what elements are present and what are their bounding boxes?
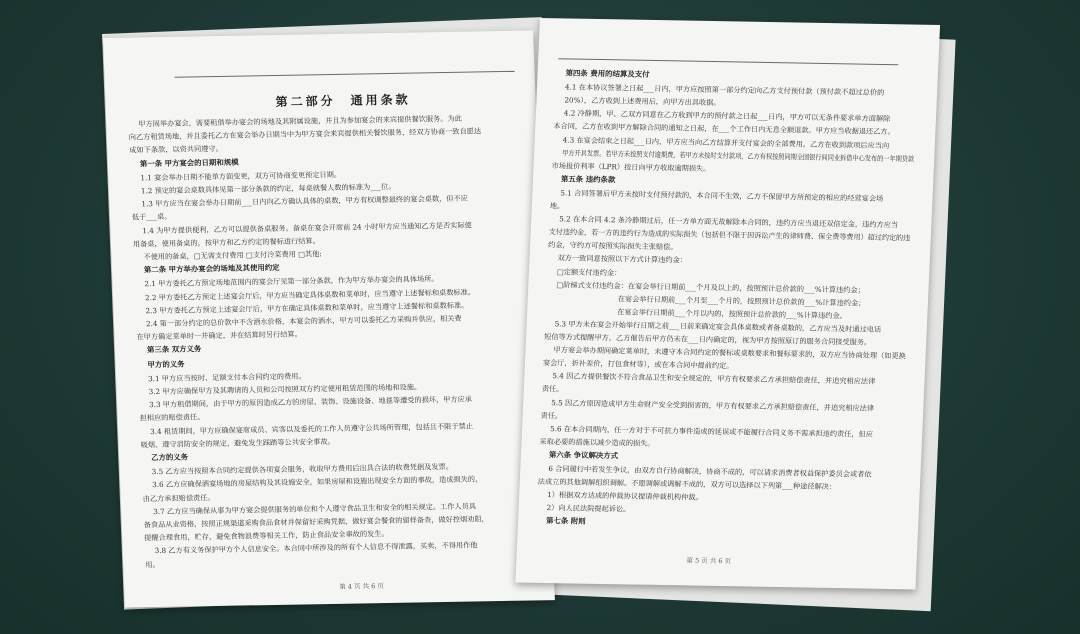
section-heading: 第五条 违约条款 xyxy=(560,174,616,185)
body-line: 在宴会举行日期前___个月至___个月的，按照预计总价款的___%计算违约金； xyxy=(545,292,866,308)
body-line: 1.3 甲方应当在宴会举办日期前___日内向乙方确认具体的桌数，甲方有权调整最终的宴会桌数，但不应 xyxy=(141,193,468,209)
body-line: 2.2 甲方委托乙方预定上述宴会厅后，甲方应当确定具体桌数和菜单时，应当遵守上述餐标和桌数标准。 xyxy=(144,287,476,302)
body-line: 4.3 在宴会结束之日起___日内，甲方应当向乙方结算并支付宴会的全部费用。乙方在收到款项后应当向 xyxy=(562,134,890,150)
body-line: 责任。 xyxy=(540,410,563,420)
section-heading: 第四条 费用的结算及支付 xyxy=(565,68,650,79)
body-line: 甲方固举办宴会，需要租借举办宴会的场地及其附属设施，并且为参加宴会的来宾提供餐饮服务。为此 xyxy=(138,113,462,129)
body-line: 市场报价利率（LPR）按日向甲方收取逾期损失。 xyxy=(551,160,711,173)
body-line: 2.1 甲方委托乙方预定场地范围内的宴会厅见第一部分条款，作为甲方举办宴会的具体场所。 xyxy=(144,274,439,289)
body-line: 5.2 在本合同 4.2 条冷静期过后，任一方单方面无故解除本合同的，违约方应当退还双倍定金，违约方应当 xyxy=(559,214,899,230)
body-line: 不使用的备桌，□无需支付费用 □支付冷菜费用 □其他: xyxy=(143,249,322,262)
body-line: 备食品从业资格，按照正规渠道采购食品食材并保留好采购凭据，做好宴会餐食的留样备查，做好控烟劝阻， xyxy=(143,514,489,530)
section-heading: 第一条 甲方宴会的日期和规模 xyxy=(139,157,239,168)
page-title: 第二部分 通用条款 xyxy=(275,92,411,109)
body-line: 双方一致同意按照以下方式计算违约金： xyxy=(557,253,688,265)
body-line: 支付违约金，若一方的违约行为造成的实际损失（包括但不限于因诉讼产生的律师费、保全费等费用）超过约定的违 xyxy=(548,227,911,243)
body-line: 吸烟、遵守消防安全的规定，避免发生踩踏等公共安全事故。 xyxy=(140,436,335,450)
body-line: 在宴会举行日期前___个月以内的，按照预计总价款的___%计算违约金。 xyxy=(545,305,848,321)
body-line: 1.4 为甲方提供便利，乙方可以提供备桌服务。备桌在宴会开席前 24 小时甲方应当通知乙方是否实际使 xyxy=(142,220,472,235)
body-line: 5.3 甲方未在宴会开始举行日期之前___日前来确定宴会具体桌数或者备桌数的，乙方应当及时通过电话 xyxy=(554,319,882,334)
body-line: 5.6 在本合同期内，任一方对于不可抗力事件造成的延误或不能履行合同义务不需承担违约责任，但应 xyxy=(549,423,874,439)
body-line: 提醒合理食用，贮存，避免食物浪费等相关工作，防止食品安全事故的发生。 xyxy=(144,529,389,543)
body-line: 采取必要的措施以减少造成的损失。 xyxy=(539,436,655,448)
body-line: 甲方宴会举办期间确定菜单时，未遵守本合同约定的餐标或桌数要求和餐标要求的，双方应当协商处理（如更换 xyxy=(553,345,907,361)
body-line: 成如下条款，以资共同遵守。 xyxy=(129,144,223,155)
body-line: 短信等方式提醒甲方，乙方催告后甲方仍未在___日内确定的，视为甲方按照原订的服务合同接受服务。 xyxy=(543,332,872,347)
body-line: 3.8 乙方有义务保护甲方个人信息安全。本合同中所涉及的所有个人信息不得泄露，买卖，不得用作他 xyxy=(154,540,478,556)
body-line: 低于___桌。 xyxy=(131,212,172,222)
body-line: 3.4 租赁期间，甲方应确保宴席成员、宾客以及委托的工作人员遵守公共场所管理，包括且不限于禁止 xyxy=(149,421,474,436)
body-line: 3.6 乙方应确保酒宴场地的房屋结构及其设施安全，如果房屋和设施出现安全方面的事故，造成损失的， xyxy=(152,474,483,490)
page-footer: 第 5 页 共 6 页 xyxy=(686,556,732,566)
section-heading: 甲方的义务 xyxy=(147,359,185,369)
body-line: 3.7 乙方应当确保从事为甲方宴会提供服务的单位和个人遵守食品卫生和安全的相关规定。工作人员具 xyxy=(153,501,477,516)
body-line: 1.2 预定的宴会桌数具体见第一部分条款的约定，每桌就餐人数的标准为___位。 xyxy=(140,181,396,196)
body-line: 1.1 宴会举办日期不能单方面变更，双方可协商变更预定日期。 xyxy=(140,169,342,183)
body-line: 5.4 因乙方提供餐饮不符合食品卫生和安全规定的，甲方有权要求乙方承担赔偿责任，并追究相应法律 xyxy=(552,371,876,387)
body-line: □定额支付违约金： xyxy=(556,266,622,277)
body-line: 3.2 甲方应确保甲方及其聘请的人员和公司按照双方约定使用租赁范围的场地和设施。 xyxy=(148,382,422,397)
body-line: 3.5 乙方应当按照本合同约定提供各项宴会服务，收取甲方费用后出具合法的收费凭据及发票。 xyxy=(151,462,454,477)
body-line: 5.5 因乙方原因造成甲方生命财产安全受到损害的，甲方有权要求乙方承担赔偿责任，并追究相应法律 xyxy=(551,397,875,413)
section-heading: 第三条 双方义务 xyxy=(146,344,202,355)
section-heading: 第六条 争议解决方式 xyxy=(548,449,619,461)
body-line: 4.2 冷静期，甲、乙双方同意在乙方收到甲方的预付款之日起___日内，甲方可以无条件要求单方面解除 xyxy=(563,108,891,124)
body-line: □阶梯式支付违约金：在宴会举行日期前___个月及以上的，按照预计总价款的___%计算违约金； xyxy=(556,279,865,295)
header-rule xyxy=(558,58,898,65)
body-line: 约金，守约方可按照实际损失主张赔偿。 xyxy=(547,240,678,252)
body-line: 甲方开具发票。若甲方未按照支付逾期费，若甲方未按时支付款项，乙方有权按照同期全国银行间同业拆借中心发布的一年期贷款 xyxy=(561,147,915,164)
body-line: 2）向人民法院提起诉讼。 xyxy=(546,503,631,514)
body-line: 用备桌，使用备桌的，按甲方和乙方约定的餐标进行结算。 xyxy=(132,236,320,249)
body-line: 5.1 合同签署后甲方未按时支付预付款的，本合同不生效，乙方不保留甲方所预定的相应的经营宴会场 xyxy=(560,188,884,203)
body-line: 担相应的赔偿责任。 xyxy=(139,412,205,423)
section-heading: 第二条 甲方举办宴会的场地及其使用约定 xyxy=(143,263,280,275)
body-line: 6 合同履行中若发生争议，由双方自行协商解决，协商不成的，可以请求消费者权益保护委员会或者依 xyxy=(548,464,872,479)
body-line: 3.3 甲方租借期间，由于甲方的原因造成乙方的房屋、装饰、设施设备、地毯等遭受的损坏，甲方应承 xyxy=(148,394,473,410)
body-line: 向乙方租赁场地，并且委托乙方在宴会举办日期当中为甲方宴会来宾提供相关餐饮服务，经双方协商一致自愿达 xyxy=(128,126,482,142)
body-line: 1）根据双方达成的仲裁协议提请仲裁机构仲裁。 xyxy=(547,490,703,502)
body-line: 4.1 在本协议签署之日起___日内，甲方应按照第一部分约定向乙方支付预付款（预付款不超过总价的 xyxy=(564,82,885,98)
body-line: 用。 xyxy=(145,559,160,569)
contract-page-4 xyxy=(103,30,555,607)
body-line: 2.4 第一部分约定的总价款中不含酒水价格，本宴会的酒水，甲方可以委托乙方采购并供应，相关费 xyxy=(145,313,462,329)
header-rule xyxy=(175,71,515,78)
contract-page-5 xyxy=(515,18,940,589)
body-line: 地。 xyxy=(549,201,565,211)
page-footer: 第 4 页 共 6 页 xyxy=(339,582,385,591)
body-line: 在甲方确定菜单时一并确定，并在结算时另行结算。 xyxy=(136,329,303,342)
body-line: 责任。 xyxy=(541,384,564,394)
body-line: 法成立的其他调解组织调解。不愿调解或调解不成的，双方可以选择以下列第___种途径解决： xyxy=(537,476,837,492)
body-line: 2.3 甲方委托乙方预定上述宴会厅后，甲方在确定具体桌数和菜单时，应当遵守上述餐标和桌数标准。 xyxy=(145,300,469,316)
section-heading: 第七条 附则 xyxy=(545,516,586,527)
section-heading: 乙方的义务 xyxy=(150,452,189,463)
body-line: 20%），乙方收到上述费用后，向甲方出具收据。 xyxy=(564,95,721,108)
body-line: 宴会厅，折补差价，打包食材等），或在本合同中提前约定。 xyxy=(542,358,734,371)
body-line: 由乙方承担赔偿责任。 xyxy=(142,492,215,503)
body-line: 本合同，乙方在收到甲方解除合同的通知之日起，在___个工作日内无息全额退款。甲方应当收据退还乙方。 xyxy=(553,121,895,137)
body-line: 3.1 甲方应当按时、足额支付本合同约定的费用。 xyxy=(147,371,306,383)
